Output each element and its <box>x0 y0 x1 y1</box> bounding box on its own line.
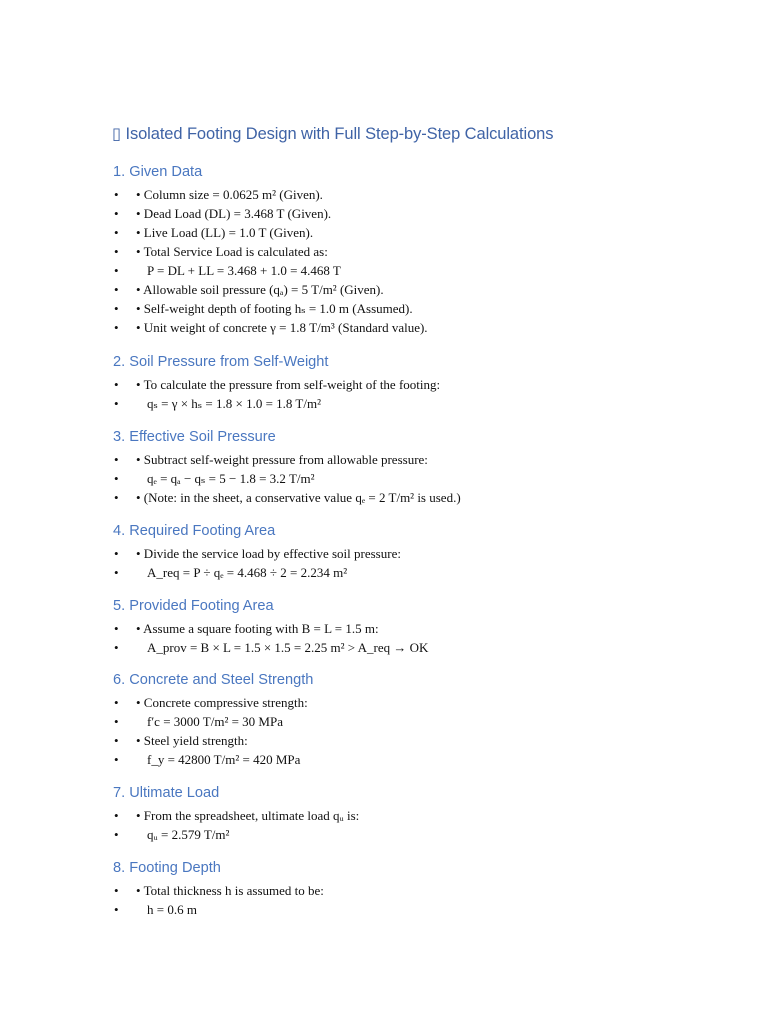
list-item-text: • Total thickness h is assumed to be: <box>136 883 324 898</box>
formula-text: f′c = 3000 T/m² = 30 MPa <box>147 714 283 729</box>
bullet-icon: • <box>114 263 119 278</box>
section-heading: 3. Effective Soil Pressure <box>113 429 276 445</box>
bullet-icon: • <box>114 452 119 467</box>
list-item <box>0 204 768 223</box>
list-item <box>0 900 768 919</box>
list-item-text: • Total Service Load is calculated as: <box>136 244 328 259</box>
bullet-icon: • <box>114 565 119 580</box>
bullet-icon: • <box>114 883 119 898</box>
bullet-icon: • <box>114 695 119 710</box>
bullet-icon: • <box>114 752 119 767</box>
list-item <box>0 544 768 563</box>
section-heading: 5. Provided Footing Area <box>113 598 274 614</box>
section-heading: 2. Soil Pressure from Self-Weight <box>113 354 329 370</box>
list-item <box>0 806 768 825</box>
list-item <box>0 450 768 469</box>
bullet-icon: • <box>114 621 119 636</box>
list-item-text: • Live Load (LL) = 1.0 T (Given). <box>136 225 314 240</box>
list-item-text: • Divide the service load by effective soil pressure: <box>136 546 401 561</box>
bullet-icon: • <box>114 827 119 842</box>
bullet-icon: • <box>114 225 119 240</box>
formula-text: f_y = 42800 T/m² = 420 MPa <box>147 752 301 767</box>
list-item <box>0 488 768 507</box>
list-item <box>0 261 768 280</box>
bullet-icon: • <box>114 301 119 316</box>
list-item-text: • Unit weight of concrete γ = 1.8 T/m³ (Standard value). <box>136 320 428 335</box>
list-item-text: • To calculate the pressure from self-weight of the footing: <box>136 377 441 392</box>
bullet-icon: • <box>114 546 119 561</box>
list-item <box>0 280 768 299</box>
formula-text: P = DL + LL = 3.468 + 1.0 = 4.468 T <box>147 263 341 278</box>
list-item <box>0 731 768 750</box>
list-item-text: • Assume a square footing with B = L = 1.5 m: <box>136 621 379 636</box>
list-item-text: • Subtract self-weight pressure from allowable pressure: <box>136 452 428 467</box>
formula-text: qᵤ = 2.579 T/m² <box>147 827 230 842</box>
section-heading: 4. Required Footing Area <box>113 523 276 539</box>
list-item <box>0 563 768 582</box>
list-item <box>0 825 768 844</box>
list-item <box>0 185 768 204</box>
list-item <box>0 469 768 488</box>
section-heading: 6. Concrete and Steel Strength <box>113 672 314 688</box>
bullet-icon: • <box>114 471 119 486</box>
list-item <box>0 394 768 413</box>
bullet-icon: • <box>114 808 119 823</box>
list-item <box>0 619 768 638</box>
section-heading: 7. Ultimate Load <box>113 785 220 801</box>
bullet-icon: • <box>114 714 119 729</box>
list-item-text: • Column size = 0.0625 m² (Given). <box>136 187 323 202</box>
list-item <box>0 242 768 261</box>
list-item-text: • Steel yield strength: <box>136 733 248 748</box>
bullet-icon: • <box>114 320 119 335</box>
document-title: ▯ Isolated Footing Design with Full Step-by-Step Calculations <box>112 125 554 143</box>
list-item-text: • Self-weight depth of footing hₛ = 1.0 m (Assumed). <box>136 301 413 316</box>
list-item-text: • Concrete compressive strength: <box>136 695 308 710</box>
list-item <box>0 375 768 394</box>
list-item-text: • From the spreadsheet, ultimate load qᵤ is: <box>136 808 360 823</box>
bullet-icon: • <box>114 244 119 259</box>
list-item <box>0 638 768 657</box>
formula-text: h = 0.6 m <box>147 902 197 917</box>
list-item <box>0 750 768 769</box>
bullet-icon: • <box>114 490 119 505</box>
bullet-icon: • <box>114 902 119 917</box>
formula-text: A_req = P ÷ qₑ = 4.468 ÷ 2 = 2.234 m² <box>147 565 348 580</box>
formula-text: qₑ = qₐ − qₛ = 5 − 1.8 = 3.2 T/m² <box>147 471 315 486</box>
bullet-icon: • <box>114 733 119 748</box>
bullet-icon: • <box>114 206 119 221</box>
formula-text: qₛ = γ × hₛ = 1.8 × 1.0 = 1.8 T/m² <box>147 396 321 411</box>
section-heading: 1. Given Data <box>113 164 203 180</box>
list-item <box>0 299 768 318</box>
list-item-text: • Allowable soil pressure (qₐ) = 5 T/m² (Given). <box>136 282 384 297</box>
list-item <box>0 712 768 731</box>
bullet-icon: • <box>114 282 119 297</box>
list-item <box>0 223 768 242</box>
list-item <box>0 693 768 712</box>
formula-text: A_prov = B × L = 1.5 × 1.5 = 2.25 m² > A_req → OK <box>147 640 429 655</box>
bullet-icon: • <box>114 377 119 392</box>
list-item <box>0 881 768 900</box>
list-item <box>0 318 768 337</box>
list-item-text: • (Note: in the sheet, a conservative value qₑ = 2 T/m² is used.) <box>136 490 461 505</box>
list-item-text: • Dead Load (DL) = 3.468 T (Given). <box>136 206 332 221</box>
bullet-icon: • <box>114 640 119 655</box>
section-heading: 8. Footing Depth <box>113 860 221 876</box>
bullet-icon: • <box>114 187 119 202</box>
bullet-icon: • <box>114 396 119 411</box>
